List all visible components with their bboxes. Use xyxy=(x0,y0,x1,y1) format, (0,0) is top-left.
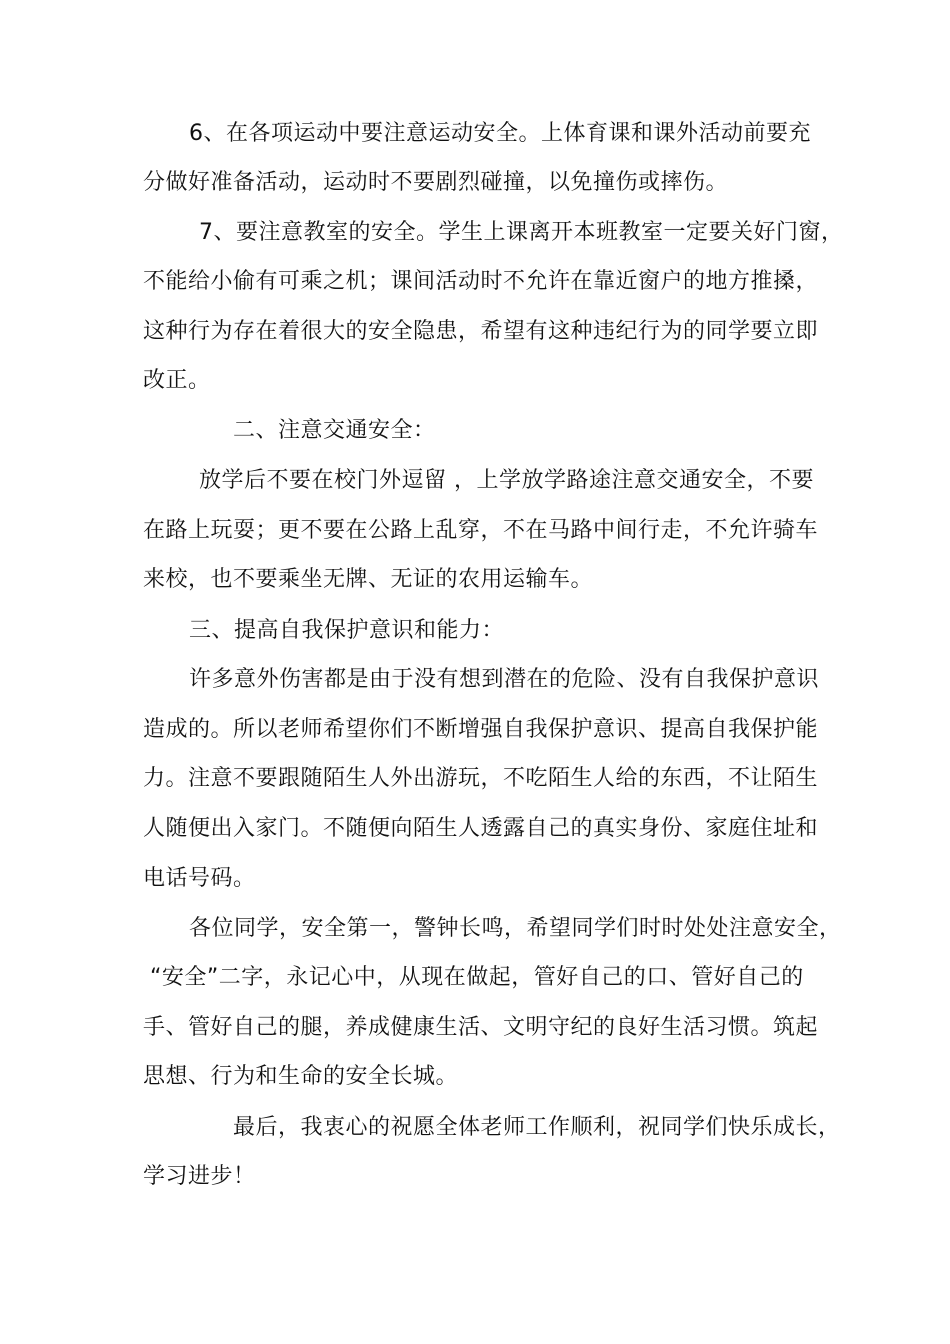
text-line: 思想、行为和生命的安全长城。 xyxy=(143,1064,459,1089)
text-line: 放学后不要在校门外逗留 ，上学放学路途注意交通安全，不要 xyxy=(199,468,814,493)
text-line: 手、管好自己的腿，养成健康生活、文明守纪的良好生活习惯。筑起 xyxy=(143,1015,819,1040)
text-line: 最后，我衷心的祝愿全体老师工作顺利，祝同学们快乐成长， xyxy=(233,1115,841,1140)
section-heading: 三、提高自我保护意识和能力： xyxy=(189,618,505,643)
text-line: 7、要注意教室的安全。学生上课离开本班教室一定要关好门窗， xyxy=(199,220,844,245)
text-line: 改正。 xyxy=(143,368,211,393)
text-line: 电话号码。 xyxy=(143,866,256,891)
text-line: 分做好准备活动，运动时不要剧烈碰撞，以免撞伤或摔伤。 xyxy=(143,170,729,195)
text-line: 力。注意不要跟随陌生人外出游玩，不吃陌生人给的东西，不让陌生 xyxy=(143,766,819,791)
text-line: 不能给小偷有可乘之机；课间活动时不允许在靠近窗户的地方推搡， xyxy=(143,269,819,294)
text-line: 在路上玩耍；更不要在公路上乱穿，不在马路中间行走，不允许骑车 xyxy=(143,518,819,543)
text-line: “安全”二字，永记心中，从现在做起，管好自己的口、管好自己的 xyxy=(150,965,804,990)
text-line: 各位同学，安全第一，警钟长鸣，希望同学们时时处处注意安全， xyxy=(189,916,842,941)
text-line: 学习进步！ xyxy=(143,1164,256,1189)
section-heading: 二、注意交通安全： xyxy=(233,418,436,443)
text-line: 这种行为存在着很大的安全隐患，希望有这种违纪行为的同学要立即 xyxy=(143,319,819,344)
text-line: 造成的。所以老师希望你们不断增强自我保护意识、提高自我保护能 xyxy=(143,717,819,742)
text-line: 人随便出入家门。不随便向陌生人透露自己的真实身份、家庭住址和 xyxy=(143,816,819,841)
text-line: 许多意外伤害都是由于没有想到潜在的危险、没有自我保护意识 xyxy=(189,667,820,692)
text-line: 来校，也不要乘坐无牌、无证的农用运输车。 xyxy=(143,567,594,592)
text-line: 6、在各项运动中要注意运动安全。上体育课和课外活动前要充 xyxy=(189,121,811,146)
